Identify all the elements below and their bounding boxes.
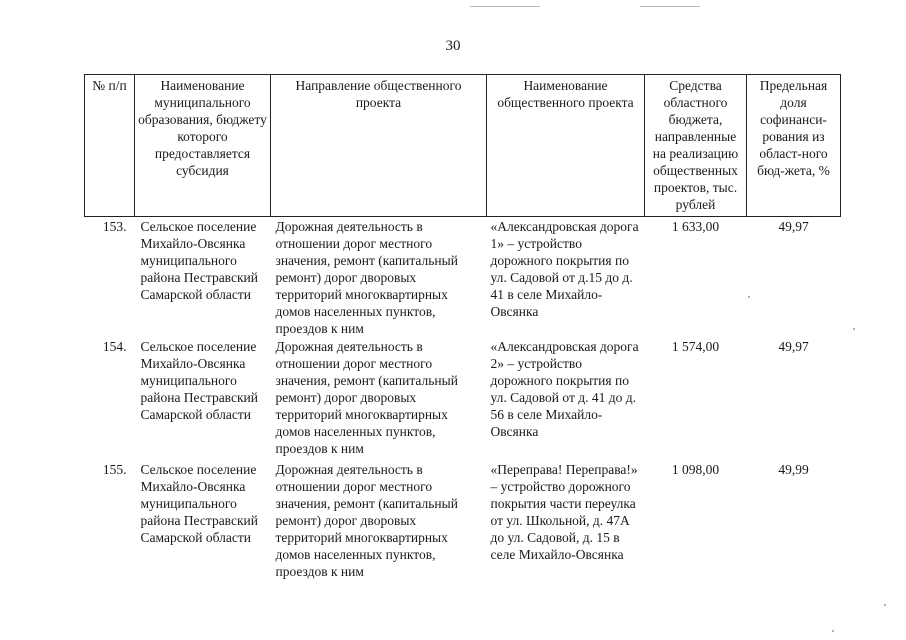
municipality-cell: Сельское поселение Михайло-Овсянка муниципального района Пестравский Самарской области [140, 339, 258, 422]
subsidy-table [84, 74, 841, 601]
project-name-cell: «Переправа! Переправа!» – устройство дорожного покрытия части переулка от ул. Школьной, д. 47А до ул. Садовой, д. 15 в селе Михайло-Овсянка [490, 462, 638, 562]
header-budget-amount: Средства областного бюджета, направленные на реализацию общественных проектов, тыс. рублей [645, 75, 747, 217]
page-number: 30 [445, 38, 461, 54]
scan-artifact-dot [853, 328, 855, 330]
header-project-name: Наименование общественного проекта [487, 75, 645, 217]
scan-artifact-dot [832, 630, 834, 632]
table-row [85, 217, 841, 338]
direction-cell: Дорожная деятельность в отношении дорог местного значения, ремонт (капитальный ремонт) дорог дворовых территорий многоквартирных домов населенных пунктов, проездов к ним [275, 339, 458, 456]
row-number: 155. [102, 462, 127, 477]
table-row [85, 460, 841, 601]
header-row-number: № п/п [85, 75, 135, 217]
cofinancing-share-cell: 49,97 [778, 339, 809, 354]
project-name-cell: «Александровская дорога 1» – устройство дорожного покрытия по ул. Садовой от д.15 до д. 41 в селе Михайло-Овсянка [490, 219, 639, 319]
table-row [85, 337, 841, 460]
budget-amount-cell: 1 098,00 [671, 462, 720, 477]
table-body [85, 217, 841, 602]
project-name-cell: «Александровская дорога 2» – устройство дорожного покрытия по ул. Садовой от д. 41 до д. 56 в селе Михайло-Овсянка [490, 339, 639, 439]
header-project-direction: Направление общественного проекта [271, 75, 487, 217]
budget-amount-cell: 1 574,00 [671, 339, 720, 354]
scan-artifact-line [470, 6, 540, 7]
budget-amount-cell: 1 633,00 [671, 219, 720, 234]
cofinancing-share-cell: 49,97 [778, 219, 809, 234]
table-header [85, 75, 841, 217]
header-municipality: Наименование муниципального образования, бюджету которого предоставляется субсидия [135, 75, 271, 217]
direction-cell: Дорожная деятельность в отношении дорог местного значения, ремонт (капитальный ремонт) дорог дворовых территорий многоквартирных домов населенных пунктов, проездов к ним [275, 462, 458, 579]
scan-artifact-line [640, 6, 700, 7]
municipality-cell: Сельское поселение Михайло-Овсянка муниципального района Пестравский Самарской области [140, 219, 258, 302]
municipality-cell: Сельское поселение Михайло-Овсянка муниципального района Пестравский Самарской области [140, 462, 258, 545]
header-row [85, 75, 841, 217]
direction-cell: Дорожная деятельность в отношении дорог местного значения, ремонт (капитальный ремонт) дорог дворовых территорий многоквартирных домов населенных пунктов, проездов к ним [275, 219, 458, 336]
header-cofinancing-share: Предельная доля софинанси-рования из област-ного бюд-жета, % [747, 75, 841, 217]
row-number: 153. [102, 219, 127, 234]
row-number: 154. [102, 339, 127, 354]
scan-artifact-dot [884, 604, 886, 606]
cofinancing-share-cell: 49,99 [778, 462, 809, 477]
